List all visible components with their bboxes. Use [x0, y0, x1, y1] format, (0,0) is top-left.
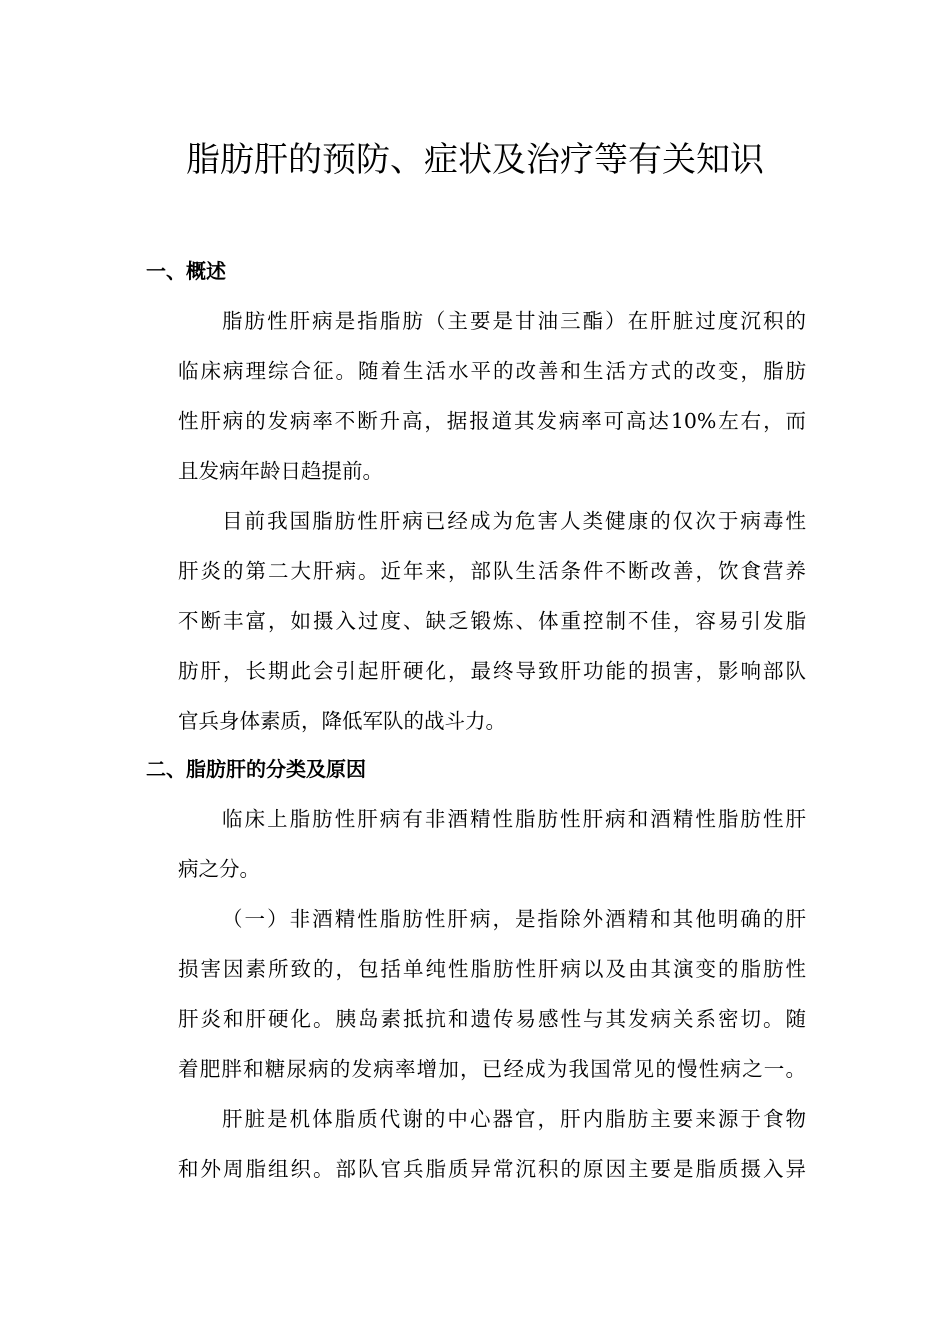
paragraph-line: 肝炎的第二大肝病。近年来，部队生活条件不断改善，饮食营养	[178, 559, 806, 583]
paragraph-current-status	[178, 496, 806, 746]
paragraph-line: 着肥胖和糖尿病的发病率增加，已经成为我国常见的慢性病之一。	[178, 1057, 806, 1081]
section-heading-classification: 二、脂肪肝的分类及原因	[146, 757, 366, 781]
paragraph-line: 肝脏是机体脂质代谢的中心器官，肝内脂肪主要来源于食物	[222, 1107, 806, 1131]
paragraph-line: 和外周脂组织。部队官兵脂质异常沉积的原因主要是脂质摄入异	[178, 1157, 806, 1181]
paragraph-line: 且发病年龄日趋提前。	[178, 459, 383, 483]
paragraph-liver-metabolism	[178, 1094, 806, 1194]
paragraph-line: （一）非酒精性脂肪性肝病，是指除外酒精和其他明确的肝	[222, 907, 806, 931]
document-title: 脂肪肝的预防、症状及治疗等有关知识	[186, 140, 764, 180]
paragraph-line: 病之分。	[178, 857, 260, 881]
paragraph-classification	[178, 794, 806, 894]
paragraph-definition	[178, 296, 806, 496]
paragraph-line: 脂肪性肝病是指脂肪（主要是甘油三酯）在肝脏过度沉积的	[222, 309, 806, 333]
paragraph-line: 临床病理综合征。随着生活水平的改善和生活方式的改变，脂肪	[178, 359, 806, 383]
paragraph-line: 性肝病的发病率不断升高，据报道其发病率可高达10%左右，而	[178, 409, 806, 433]
paragraph-line: 肪肝，长期此会引起肝硬化，最终导致肝功能的损害，影响部队	[178, 659, 806, 683]
section-heading-overview: 一、概述	[146, 259, 226, 283]
paragraph-line: 目前我国脂肪性肝病已经成为危害人类健康的仅次于病毒性	[222, 509, 806, 533]
paragraph-line: 不断丰富，如摄入过度、缺乏锻炼、体重控制不佳，容易引发脂	[178, 609, 806, 633]
paragraph-line: 临床上脂肪性肝病有非酒精性脂肪性肝病和酒精性脂肪性肝	[222, 807, 806, 831]
paragraph-line: 肝炎和肝硬化。胰岛素抵抗和遗传易感性与其发病关系密切。随	[178, 1007, 806, 1031]
paragraph-nonalcoholic	[178, 894, 806, 1094]
paragraph-line: 损害因素所致的，包括单纯性脂肪性肝病以及由其演变的脂肪性	[178, 957, 806, 981]
paragraph-line: 官兵身体素质，降低军队的战斗力。	[178, 709, 506, 733]
